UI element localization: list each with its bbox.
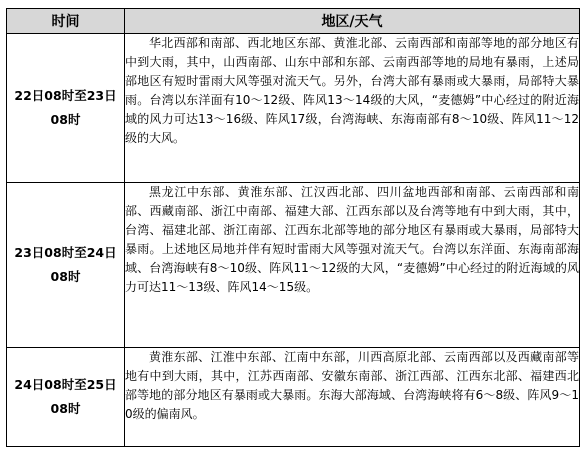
table-row xyxy=(7,348,580,447)
time-cell: 23日08时至24日08时 xyxy=(7,183,125,348)
table-row xyxy=(7,34,580,183)
weather-forecast-table xyxy=(6,8,580,447)
time-cell: 24日08时至25日08时 xyxy=(7,348,125,447)
table-header-row xyxy=(7,9,580,34)
region-weather-cell: 黑龙江中东部、黄淮东部、江汉西北部、四川盆地西部和南部、云南西部和南部、西藏南部、浙江中南部、福建大部、江西东部以及台湾等地有中到大雨，其中，台湾、福建北部、浙江南部、江西东北部等地的部分地区有暴雨或大暴雨，局部特大暴雨。上述地区局地并伴有短时雷雨大风等强对流天气。台湾以东洋面、东海南部海域、台湾海峡有8～10级、阵风11～12级的大风，“麦德姆”中心经过的附近海域的风力可达11～13级、阵风14～15级。 xyxy=(125,183,580,348)
time-cell: 22日08时至23日08时 xyxy=(7,34,125,183)
region-weather-cell: 黄淮东部、江淮中东部、江南中东部，川西高原北部、云南西部以及西藏南部等地有中到大雨，其中，江苏西南部、安徽东南部、浙江西部、江西东北部、福建西北部等地的部分地区有暴雨或大暴雨。东海大部海域、台湾海峡将有6～8级、阵风9～10级的偏南风。 xyxy=(125,348,580,447)
header-region-weather: 地区/天气 xyxy=(125,9,580,34)
header-time: 时间 xyxy=(7,9,125,34)
region-weather-cell: 华北西部和南部、西北地区东部、黄淮北部、云南西部和南部等地的部分地区有中到大雨，其中，山西南部、山东中部和东部、云南西部等地的局地有暴雨，上述局部地区有短时雷雨大风等强对流天气。另外，台湾大部有暴雨或大暴雨，局部特大暴雨。台湾以东洋面有10～12级、阵风13～14级的大风，“麦德姆”中心经过的附近海域的风力可达13～16级、阵风17级，台湾海峡、东海南部有8～10级、阵风11～12级的大风。 xyxy=(125,34,580,183)
table-row xyxy=(7,183,580,348)
